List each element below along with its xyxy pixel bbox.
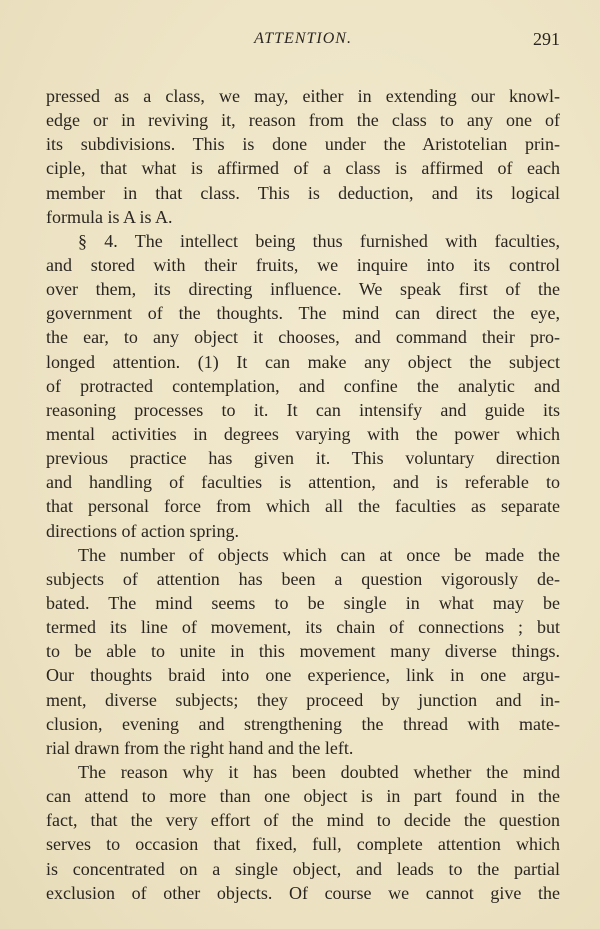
- text-line: longed attention. (1) It can make any object the subject: [46, 351, 560, 372]
- text-line: bated. The mind seems to be single in what may be: [46, 592, 560, 613]
- text-line: subjects of attention has been a question vigorously de-: [46, 568, 560, 589]
- text-line: ciple, that what is affirmed of a class is affirmed of each: [46, 158, 560, 179]
- text-line: reasoning processes to it. It can intensify and guide its: [46, 399, 560, 420]
- text-line: ment, diverse subjects; they proceed by junction and in-: [46, 689, 560, 710]
- body-text: [46, 84, 560, 905]
- text-line: § 4. The intellect being thus furnished with faculties,: [78, 230, 560, 251]
- text-line: and stored with their fruits, we inquire into its control: [46, 254, 560, 275]
- text-line: previous practice has given it. This voluntary direction: [46, 448, 560, 469]
- text-line: pressed as a class, we may, either in extending our knowl-: [46, 86, 560, 106]
- text-line: is concentrated on a single object, and leads to the partial: [46, 858, 560, 879]
- text-line: The number of objects which can at once be made the: [78, 544, 560, 565]
- text-line: and handling of faculties is attention, and is referable to: [46, 472, 560, 493]
- text-line: the ear, to any object it chooses, and command their pro-: [46, 327, 560, 348]
- text-line: of protracted contemplation, and confine the analytic and: [46, 375, 560, 396]
- text-line: directions of action spring.: [46, 520, 239, 541]
- text-line: formula is A is A.: [46, 206, 173, 227]
- text-line: mental activities in degrees varying with the power which: [46, 423, 560, 444]
- text-line: serves to occasion that fixed, full, complete attention which: [46, 834, 560, 855]
- text-line: Our thoughts braid into one experience, link in one argu-: [46, 665, 560, 686]
- text-line: government of the thoughts. The mind can direct the eye,: [46, 303, 560, 324]
- text-line: over them, its directing influence. We speak first of the: [46, 279, 560, 300]
- text-line: edge or in reviving it, reason from the class to any one of: [46, 110, 560, 131]
- text-line: its subdivisions. This is done under the Aristotelian prin-: [46, 134, 560, 155]
- running-head: [46, 30, 560, 54]
- text-line: clusion, evening and strengthening the thread with mate-: [46, 713, 560, 734]
- text-line: can attend to more than one object is in part found in the: [46, 786, 560, 807]
- text-line: fact, that the very effort of the mind to decide the question: [46, 810, 560, 831]
- text-line: termed its line of movement, its chain of connections ; but: [46, 617, 560, 638]
- text-line: member in that class. This is deduction, and its logical: [46, 182, 560, 203]
- text-line: to be able to unite in this movement many diverse things.: [46, 641, 560, 662]
- text-line: rial drawn from the right hand and the left.: [46, 737, 354, 758]
- chapter-title: ATTENTION.: [254, 30, 352, 47]
- page-number: 291: [533, 29, 560, 49]
- text-line: The reason why it has been doubted whether the mind: [78, 761, 560, 782]
- text-line: that personal force from which all the faculties as separate: [46, 496, 560, 517]
- text-line: exclusion of other objects. Of course we cannot give the: [46, 882, 560, 903]
